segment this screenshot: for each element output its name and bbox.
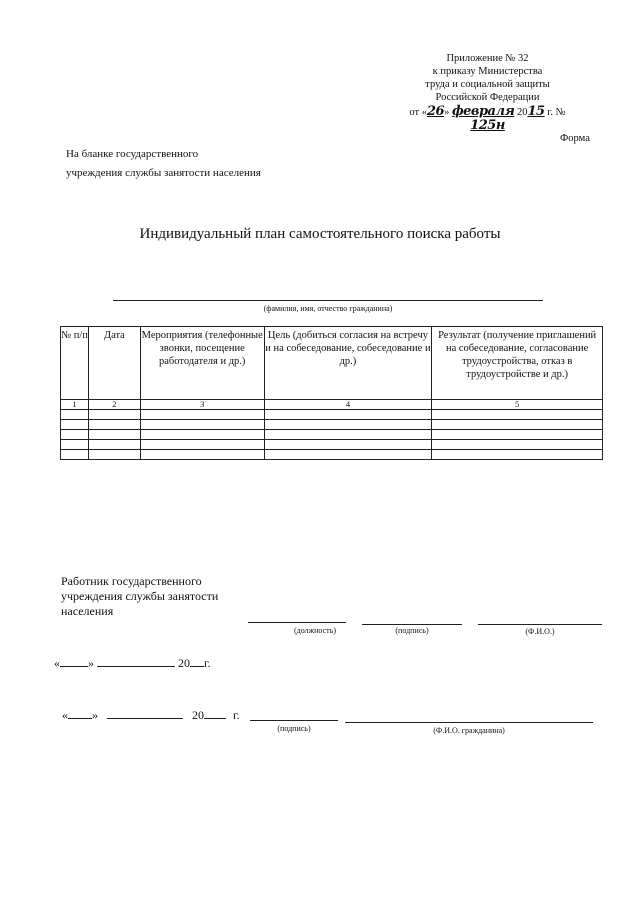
table-cell[interactable]	[264, 420, 432, 430]
column-number-2: 2	[88, 400, 140, 410]
citizen-name-caption: (фамилия, имя, отчество гражданина)	[263, 304, 393, 313]
worker-signature-line[interactable]	[362, 624, 462, 625]
worker-fio-line[interactable]	[478, 624, 602, 625]
date-open-quote: «	[62, 708, 68, 722]
worker-line-3: населения	[61, 604, 114, 618]
appendix-date-line	[395, 105, 580, 133]
citizen-name-line[interactable]	[113, 300, 543, 301]
table-cell[interactable]	[88, 450, 140, 460]
table-cell[interactable]	[140, 450, 264, 460]
appendix-date-prefix: от «	[409, 107, 427, 118]
year-field[interactable]	[190, 655, 204, 667]
month-field[interactable]	[107, 707, 183, 719]
table-row[interactable]	[61, 450, 603, 460]
position-line[interactable]	[248, 622, 346, 623]
table-cell[interactable]	[88, 410, 140, 420]
appendix-line-3: труда и социальной защиты	[425, 79, 550, 90]
column-number-1: 1	[61, 400, 89, 410]
date-close-quote: »	[88, 656, 94, 670]
table-cell[interactable]	[432, 430, 603, 440]
table-cell[interactable]	[264, 430, 432, 440]
form-label: Форма	[560, 133, 590, 144]
appendix-month: февраля	[451, 104, 515, 119]
table-cell[interactable]	[88, 440, 140, 450]
table-cell[interactable]	[88, 420, 140, 430]
table-cell[interactable]	[264, 440, 432, 450]
table-cell[interactable]	[140, 420, 264, 430]
table-cell[interactable]	[432, 420, 603, 430]
citizen-fio-line[interactable]	[345, 722, 593, 723]
letterhead-line-1: На бланке государственного	[66, 148, 199, 160]
table-row[interactable]	[61, 410, 603, 420]
month-field[interactable]	[97, 655, 175, 667]
appendix-number: 125н	[470, 118, 505, 133]
worker-fio-caption: (Ф.И.О.)	[525, 627, 555, 636]
year-prefix: 20	[192, 708, 204, 722]
table-header-row	[61, 327, 603, 400]
citizen-signature-caption: (подпись)	[277, 724, 311, 733]
table-cell[interactable]	[61, 420, 89, 430]
header-date: Дата	[88, 327, 140, 400]
table-cell[interactable]	[264, 450, 432, 460]
table-cell[interactable]	[432, 450, 603, 460]
table-cell[interactable]	[61, 450, 89, 460]
appendix-line-2: к приказу Министерства	[432, 66, 543, 77]
letterhead-line-2: учреждения службы занятости населения	[66, 167, 261, 179]
date-open-quote: «	[54, 656, 60, 670]
table-cell[interactable]	[140, 410, 264, 420]
position-caption: (должность)	[294, 626, 336, 635]
year-field[interactable]	[204, 707, 226, 719]
citizen-date	[62, 707, 240, 723]
worker-label	[61, 574, 218, 619]
table-cell[interactable]	[264, 410, 432, 420]
column-number-4: 4	[264, 400, 432, 410]
year-prefix: 20	[178, 656, 190, 670]
table-cell[interactable]	[88, 430, 140, 440]
appendix-line-1: Приложение № 32	[446, 53, 529, 64]
header-activities: Мероприятия (телефонные звонки, посещение работодателя и др.)	[140, 327, 264, 400]
header-number: № п/п	[61, 327, 89, 400]
document-title: Индивидуальный план самостоятельного поиска работы	[139, 226, 501, 242]
table-row[interactable]	[61, 430, 603, 440]
table-row[interactable]	[61, 440, 603, 450]
plan-table	[60, 326, 603, 460]
column-number-5: 5	[432, 400, 603, 410]
column-number-3: 3	[140, 400, 264, 410]
citizen-fio-caption: (Ф.И.О. гражданина)	[433, 726, 505, 735]
table-cell[interactable]	[61, 440, 89, 450]
table-cell[interactable]	[432, 440, 603, 450]
appendix-date-mid: »	[444, 107, 450, 118]
header-result: Результат (получение приглашений на собеседование, согласование трудоустройства, отказ в трудоустройстве и др.)	[432, 327, 603, 400]
year-suffix: г.	[233, 708, 240, 722]
table-cell[interactable]	[140, 430, 264, 440]
day-field[interactable]	[60, 655, 88, 667]
appendix-year-prefix: 20	[516, 107, 528, 118]
appendix-year-suffix: 15	[527, 104, 545, 119]
worker-signature-caption: (подпись)	[395, 626, 429, 635]
worker-line-2: учреждения службы занятости	[61, 589, 219, 603]
table-cell[interactable]	[61, 410, 89, 420]
year-suffix: г.	[204, 656, 211, 670]
citizen-signature-line[interactable]	[250, 720, 338, 721]
header-goal: Цель (добиться согласия на встречу и на собеседование, собеседование и др.)	[264, 327, 432, 400]
letterhead-note	[66, 145, 261, 183]
table-row[interactable]	[61, 420, 603, 430]
appendix-day: 26	[426, 104, 445, 119]
appendix-number-prefix: г. №	[547, 107, 566, 118]
table-number-row	[61, 400, 603, 410]
appendix-line-4: Российской Федерации	[435, 92, 540, 103]
table-cell[interactable]	[140, 440, 264, 450]
appendix-header	[395, 52, 580, 133]
table-cell[interactable]	[432, 410, 603, 420]
day-field[interactable]	[68, 707, 92, 719]
worker-line-1: Работник государственного	[61, 574, 202, 588]
date-close-quote: »	[92, 708, 98, 722]
table-cell[interactable]	[61, 430, 89, 440]
worker-date	[54, 655, 211, 671]
